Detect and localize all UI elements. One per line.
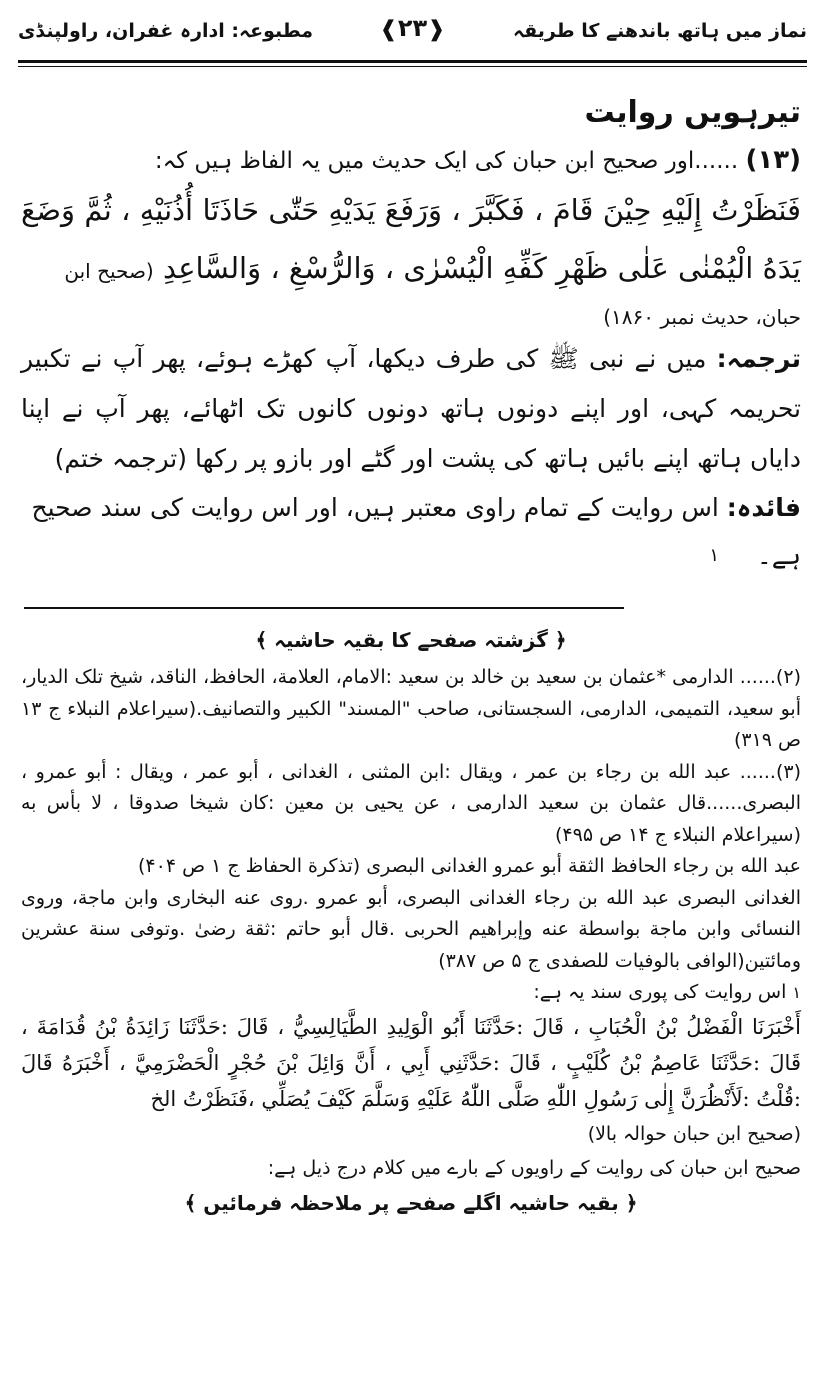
footnote-1-intro-text: اس روایت کی پوری سند یہ ہے: [533,981,787,1003]
footnotes-section [21,622,801,1225]
footnote-separator [24,607,624,609]
isnad-arabic: أَخْبَرَنَا الْفَضْلُ بْنُ الْحُبَابِ ، قَالَ :حَدَّثَنَا أَبُو الْوَلِيدِ الطَّيَالِسِيُّ ، قَالَ :حَدَّثَنَا زَائِدَةُ بْنُ قُدَامَةَ ، قَالَ :حَدَّثَنَا عَاصِمُ بْنُ كُلَيْبٍ ، قَالَ :حَدَّثَنِي أَبِي ، أَنَّ وَائِلَ بْنَ حُجْرٍ الْحَضْرَمِيَّ ، أَخْبَرَهُ قَالَ :قُلْتُ :لَأَنْظُرَنَّ إِلٰى رَسُولِ اللّٰهِ صَلَّى اللّٰهُ عَلَيْهِ وَسَلَّمَ كَيْفَ يُصَلِّي ،فَنَظَرْتُ الخ [21,1014,801,1111]
footnote-1-mark: ۱ [792,983,801,1002]
benefit [21,484,801,580]
section-heading: تیرہویں روایت [584,95,801,130]
publisher-label: مطبوعہ: ادارہ غفران، راولپنڈی [18,20,314,42]
book-title: نماز میں ہاتھ باندھنے کا طریقہ [512,20,807,42]
narration-number: (۱۳) [745,145,801,175]
hadith-text: فَنَظَرْتُ إِلَيْهِ حِيْنَ قَامَ ، فَكَبَّرَ ، وَرَفَعَ يَدَيْهِ حَتّٰى حَاذَتَا أُذُنَيْهِ ، ثُمَّ وَضَعَ يَدَهُ الْيُمْنٰى عَلٰى ظَهْرِ كَفِّهِ الْيُسْرٰى ، وَالرُّسْغِ ، وَالسَّاعِدِ [21,193,801,285]
translation [21,334,801,484]
page-number-value: ۲۳ [397,14,428,42]
header-rule-thin [18,66,807,67]
right-ornament-icon: ❱ [379,17,398,42]
narrators-note: صحیح ابن حبان کی روایت کے راویوں کے بارے میں کلام درج ذیل ہے: [267,1156,801,1179]
left-ornament-icon: ❰ [427,17,446,42]
footnotes-title: ﴿ گزشتہ صفحے کا بقیہ حاشیہ ﴾ [255,628,567,652]
footnote-3-wafi: الغدانی البصری عبد الله بن رجاء الغدانی البصری، أبو عمرو .روی عنه البخاری وابن ماجة، وروی النسائی وابن ماجة بواسطة عنه وإبراهیم الحربی .قال أبو حاتم :ثقة رضیٰ .وتوفی سنة عشرین ومائتین(الوافی بالوفیات للصفدی ج ۵ ص ۳۸۷) [21,886,801,972]
footnote-3-tadhkira: عبد الله بن رجاء الحافظ الثقة أبو عمرو الغدانی البصری (تذکرة الحفاظ ج ۱ ص ۴۰۴) [138,855,801,877]
benefit-text: اس روایت کے تمام راوی معتبر ہیں، اور اس روایت کی سند صحیح ہے۔ [31,493,801,570]
footnotes-continue: ﴿ بقیہ حاشیہ اگلے صفحے پر ملاحظہ فرمائیں ﴾ [184,1190,638,1215]
footnote-3: (۳)...... عبد الله بن رجاء بن عمر ، ویقال :ابن المثنی ، الغدانی ، أبو عمر ، ویقال : أبو عمرو ، البصری......قال عثمان بن سعید الدارمی ، عن یحیی بن معین :کان شیخا صدوقا ، لا بأس به (سیراعلام النبلاء ج ۱۴ ص ۴۹۵) [21,760,801,846]
hadith-source-end: حبان، حدیث نمبر ۱۸۶۰) [603,305,801,329]
main-content [21,90,801,580]
page-number [379,14,445,42]
page-header [18,14,807,54]
benefit-label: فائدہ: [726,493,801,522]
hadith-arabic [21,181,801,300]
footnote-reference[interactable]: ۱ [709,545,720,566]
translation-label: ترجمہ: [716,344,801,373]
narration-intro-text: ......اور صحیح ابن حبان کی ایک حدیث میں یہ الفاظ ہیں کہ: [154,148,739,174]
isnad-source: (صحیح ابن حبان حوالہ بالا) [587,1122,801,1145]
translation-text: میں نے نبی ﷺ کی طرف دیکھا، آپ کھڑے ہوئے، پھر آپ نے تکبیر تحریمہ کہی، اور اپنے دونوں ہاتھ دونوں کانوں تک اٹھائے، پھر آپ نے اپنا دایاں ہاتھ اپنے بائیں ہاتھ کی پشت اور گٹے اور بازو پر رکھا (ترجمہ ختم) [21,344,801,473]
footnote-1-intro [21,977,801,1009]
header-rule-thick [18,60,807,63]
narration-intro [21,140,801,181]
hadith-source-start: (صحیح ابن [64,259,154,283]
footnote-2: (۲)...... الدارمی *عثمان بن سعید بن خالد بن سعید :الامام، العلامة، الحافظ، الناقد، شیخ تلک الدیار، أبو سعید، التمیمی، الدارمی، السجستانی، صاحب "المسند" الکبیر والتصانیف.(سیراعلام النبلاء ج ۱۳ ص ۳۱۹) [21,666,801,751]
